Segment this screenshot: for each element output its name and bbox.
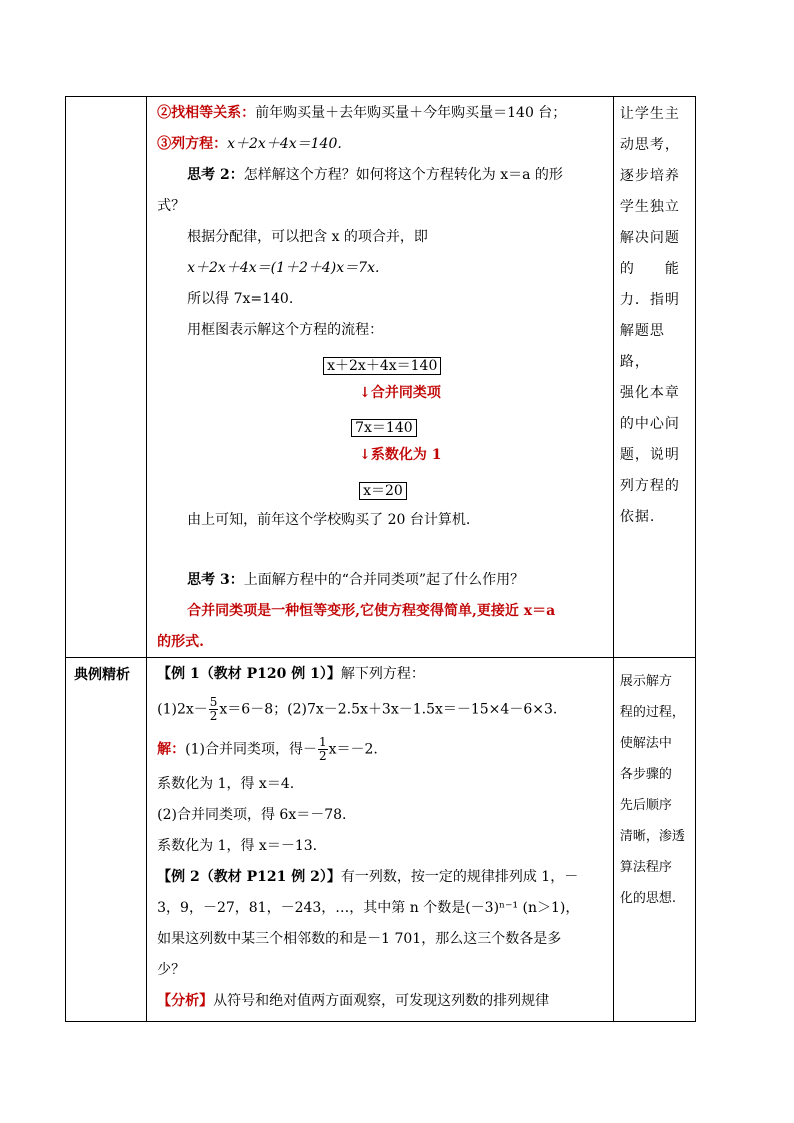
solution-step: (2)合并同类项，得 6x＝－78. (157, 807, 347, 823)
fraction (209, 696, 219, 723)
side-note-line: 的 能 (619, 261, 680, 277)
analysis-line (157, 991, 549, 1011)
side-note-line: 题，说明 (619, 447, 680, 463)
side-note-line: 使解法中 (619, 736, 672, 751)
equation-part: x＝－2. (328, 741, 378, 758)
solution-step: 系数化为 1，得 x＝4. (157, 776, 295, 792)
think2-continuation: 式？ (157, 198, 186, 214)
side-note-line: 列方程的 (619, 478, 680, 494)
think-text: 上面解方程中的“合并同类项”起了什么作用？ (243, 572, 525, 588)
paragraph: 由上可知，前年这个学校购买了 20 台计算机. (187, 512, 471, 528)
solution-label: 解： (157, 741, 186, 758)
side-note-line: 的中心问 (619, 416, 680, 432)
example1-title (157, 664, 425, 684)
step-text: x＋2x＋4x＝140. (227, 136, 342, 152)
side-note-line: 学生独立 (619, 199, 680, 215)
side-note-line: 解题思路， (619, 323, 665, 370)
paragraph: 用框图表示解这个方程的流程： (187, 322, 384, 338)
table-row (66, 658, 696, 1022)
think2-line (187, 165, 563, 185)
step-label: ③列方程： (157, 136, 228, 152)
side-note-line: 先后顺序 (619, 798, 672, 813)
equation-text: x＋2x＋4x＝(1＋2＋4)x＝7x. (187, 260, 380, 276)
analysis-text: 从符号和绝对值两方面观察，可发现这列数的排列规律 (213, 993, 550, 1009)
equation-part: x＝6－8；(2)7x－2.5x＋3x－1.5x＝－15×4－6×3. (219, 701, 558, 718)
paragraph: 根据分配律，可以把含 x 的项合并，即 (187, 229, 428, 245)
analysis-label: 【分析】 (157, 993, 214, 1009)
flow-step-label: ↓合并同类项 (359, 385, 441, 401)
side-note-line: 动思考， (619, 137, 680, 153)
design-intent-cell (613, 97, 695, 658)
section-label: 典例精析 (74, 667, 130, 683)
side-note-line: 化的思想. (619, 891, 676, 906)
step-label: ②找相等关系： (157, 105, 256, 121)
denominator: 2 (318, 749, 327, 763)
equation-line (157, 134, 342, 154)
think3-line (187, 570, 524, 590)
equation-part: (1)合并同类项，得－ (185, 741, 317, 758)
side-note-line: 程的过程， (619, 705, 685, 720)
flow-step-label: ↓系数化为 1 (359, 447, 442, 463)
side-note-line: 依据. (619, 509, 656, 525)
row-label-cell (66, 658, 147, 1022)
side-note-line: 算法程序 (619, 860, 672, 875)
side-note-line: 让学生主 (619, 106, 680, 122)
side-note-line: 清晰，渗透 (619, 829, 685, 844)
think-text: 怎样解这个方程？如何将这个方程转化为 x＝a 的形 (243, 167, 563, 183)
example-label: 【例 2（教材 P121 例 2）】 (157, 869, 341, 885)
denominator: 2 (209, 709, 218, 723)
fraction (318, 736, 328, 763)
answer-line: 合并同类项是一种恒等变形,它使方程变得简单,更接近 x＝a (187, 603, 556, 619)
side-note-line: 解决问题 (619, 230, 680, 246)
example2-line (157, 867, 578, 887)
side-note-line: 强化本章 (619, 385, 680, 401)
row-label-empty (66, 97, 147, 658)
solution-step: 系数化为 1，得 x＝－13. (157, 838, 318, 854)
answer-line: 的形式. (157, 634, 204, 650)
equation-relation-line (157, 103, 566, 123)
example-text: 解下列方程： (340, 666, 425, 682)
teaching-content-cell (147, 97, 614, 658)
table-row (66, 97, 696, 658)
think-label: 思考 2： (187, 167, 244, 183)
design-intent-cell (613, 658, 695, 1022)
example-text: 如果这列数中某三个相邻数的和是－1 701，那么这三个数各是多 (157, 931, 562, 947)
step-text: 前年购买量＋去年购买量＋今年购买量＝140 台； (255, 105, 567, 121)
example-text: 有一列数，按一定的规律排列成 1，－ (340, 869, 579, 885)
side-note-line: 逐步培养 (619, 168, 680, 184)
solution-line (157, 736, 378, 763)
lesson-table (65, 96, 696, 1022)
examples-cell (147, 658, 614, 1022)
example1-equations (157, 696, 557, 723)
flow-box: x＋2x＋4x＝140 (323, 357, 441, 375)
numerator: 1 (318, 735, 327, 749)
example-text: 少？ (157, 962, 186, 978)
design-intent-text (614, 658, 695, 914)
side-note-line: 各步骤的 (619, 767, 672, 782)
paragraph: 所以得 7x=140. (187, 291, 294, 307)
side-note-line: 力．指明 (619, 292, 680, 308)
flow-box: x＝20 (359, 482, 407, 500)
example-label: 【例 1（教材 P120 例 1）】 (157, 666, 341, 682)
numerator: 5 (209, 695, 218, 709)
example-text: 3，9，－27，81，－243，…，其中第 n 个数是(－3)ⁿ⁻¹ (n＞1)， (157, 900, 580, 916)
design-intent-text (614, 97, 695, 533)
flow-box: 7x＝140 (351, 419, 417, 437)
equation-part: (1)2x－ (157, 701, 208, 718)
side-note-line: 展示解方 (619, 674, 672, 689)
think-label: 思考 3： (187, 572, 244, 588)
